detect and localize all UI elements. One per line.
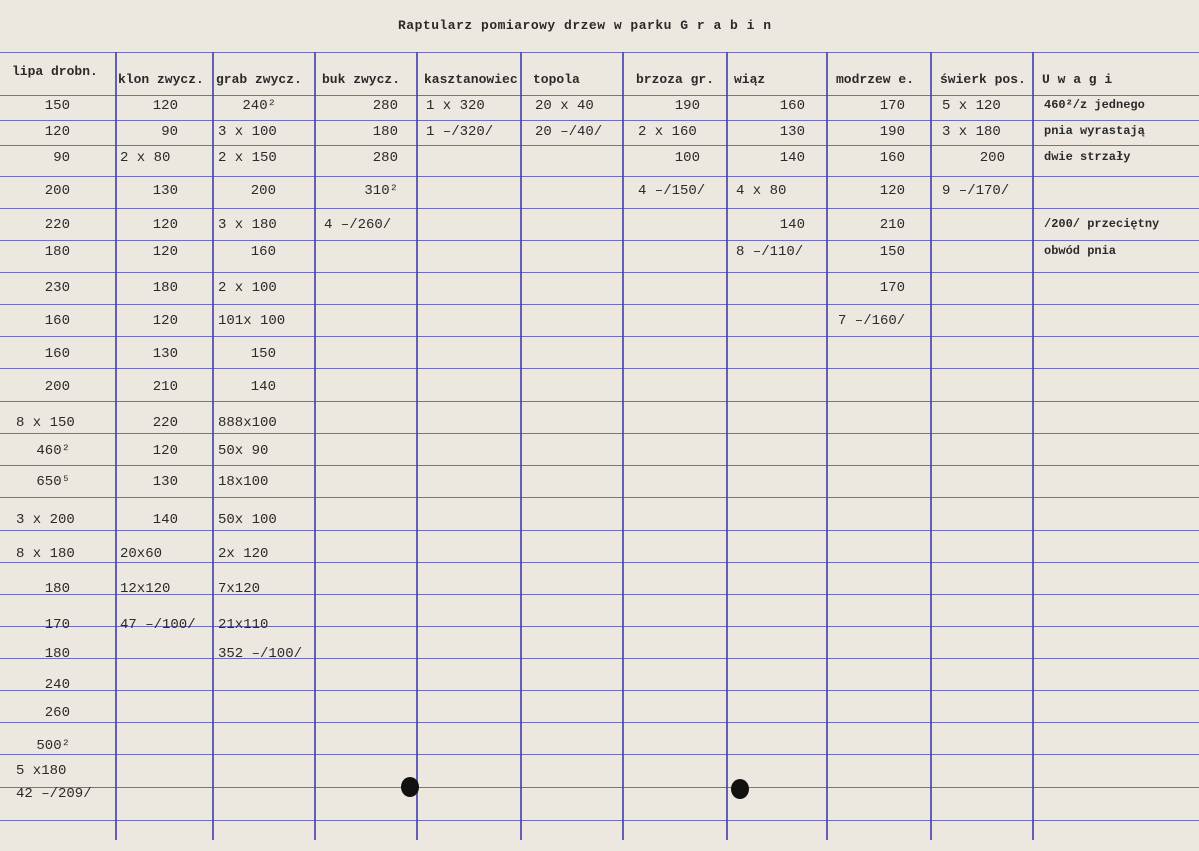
- table-cell: 190: [879, 124, 905, 140]
- table-cell: 120: [152, 313, 178, 329]
- table-cell: 90: [53, 150, 70, 166]
- table-cell: 20 x 40: [535, 98, 594, 114]
- table-cell: 190: [674, 98, 700, 114]
- ruled-line: [0, 120, 1199, 121]
- table-cell: 8 x 150: [16, 415, 75, 431]
- ruled-line: [0, 690, 1199, 691]
- ruled-line: [0, 787, 1199, 788]
- table-cell: 47 –/100/: [120, 617, 196, 633]
- table-cell: 160: [250, 244, 276, 260]
- table-cell: 1 –/320/: [426, 124, 494, 140]
- table-cell: 160: [44, 346, 70, 362]
- punch-hole: [401, 777, 419, 797]
- ruled-line: [0, 754, 1199, 755]
- table-cell: 240²: [242, 98, 276, 114]
- table-cell: 7 –/160/: [838, 313, 906, 329]
- table-cell: 140: [152, 512, 178, 528]
- table-cell: 5 x 120: [942, 98, 1001, 114]
- table-cell: 20 –/40/: [535, 124, 603, 140]
- table-cell: 8 x 180: [16, 546, 75, 562]
- table-cell: 50x 90: [218, 443, 269, 459]
- table-cell: 170: [879, 280, 905, 296]
- table-cell: 280: [372, 98, 398, 114]
- column-divider: [314, 52, 316, 840]
- table-cell: 12x120: [120, 581, 171, 597]
- table-cell: 18x100: [218, 474, 269, 490]
- column-divider: [930, 52, 932, 840]
- column-header: klon zwycz.: [118, 72, 204, 87]
- table-cell: 120: [152, 217, 178, 233]
- table-cell: 460²/z jednego: [1044, 98, 1145, 112]
- ruled-line: [0, 336, 1199, 337]
- ruled-line: [0, 820, 1199, 821]
- column-header: brzoza gr.: [636, 72, 715, 87]
- table-cell: 160: [879, 150, 905, 166]
- table-cell: 260: [44, 705, 70, 721]
- table-cell: 200: [250, 183, 276, 199]
- table-cell: 4 –/150/: [638, 183, 706, 199]
- table-cell: 170: [44, 617, 70, 633]
- table-cell: 140: [779, 150, 805, 166]
- table-cell: 7x120: [218, 581, 261, 597]
- table-cell: 352 –/100/: [218, 646, 303, 662]
- table-cell: 230: [44, 280, 70, 296]
- table-cell: 240: [44, 677, 70, 693]
- table-cell: 5 x180: [16, 763, 67, 779]
- column-divider: [826, 52, 828, 840]
- table-cell: 220: [152, 415, 178, 431]
- table-cell: 90: [161, 124, 178, 140]
- table-cell: 150: [250, 346, 276, 362]
- table-cell: 130: [152, 183, 178, 199]
- column-header: świerk pos.: [940, 72, 1026, 87]
- ruled-line: [0, 208, 1199, 209]
- column-divider: [115, 52, 117, 840]
- table-cell: 140: [779, 217, 805, 233]
- table-cell: pnia wyrastają: [1044, 124, 1145, 138]
- column-divider: [1032, 52, 1034, 840]
- ruled-line: [0, 368, 1199, 369]
- column-header: buk zwycz.: [322, 72, 401, 87]
- table-cell: 8 –/110/: [736, 244, 804, 260]
- table-cell: 100: [674, 150, 700, 166]
- table-cell: 160: [779, 98, 805, 114]
- table-cell: 140: [250, 379, 276, 395]
- table-cell: 120: [152, 443, 178, 459]
- table-cell: 210: [152, 379, 178, 395]
- table-cell: 120: [44, 124, 70, 140]
- ruled-line: [0, 722, 1199, 723]
- column-header: lipa drobn.: [12, 64, 98, 79]
- table-cell: obwód pnia: [1044, 244, 1117, 258]
- table-cell: 650⁵: [36, 474, 70, 490]
- table-cell: 2 x 160: [638, 124, 697, 140]
- table-cell: 500²: [36, 738, 70, 754]
- table-cell: 2 x 100: [218, 280, 277, 296]
- ruled-line: [0, 433, 1199, 434]
- table-cell: 4 –/260/: [324, 217, 392, 233]
- sheet-title: Raptularz pomiarowy drzew w parku G r a b i n: [398, 18, 772, 33]
- column-header: U w a g i: [1042, 72, 1113, 87]
- table-cell: 1 x 320: [426, 98, 485, 114]
- table-cell: dwie strzały: [1044, 150, 1131, 164]
- ruled-line: [0, 52, 1199, 53]
- table-cell: 150: [879, 244, 905, 260]
- table-cell: 180: [44, 646, 70, 662]
- table-cell: 120: [152, 244, 178, 260]
- table-cell: 220: [44, 217, 70, 233]
- table-cell: 120: [879, 183, 905, 199]
- ruled-line: [0, 658, 1199, 659]
- table-cell: 130: [152, 474, 178, 490]
- column-divider: [212, 52, 214, 840]
- table-cell: 210: [879, 217, 905, 233]
- table-cell: 4 x 80: [736, 183, 787, 199]
- table-cell: 2 x 150: [218, 150, 277, 166]
- ruled-line: [0, 95, 1199, 96]
- table-cell: 50x 100: [218, 512, 277, 528]
- table-cell: 42 –/209/: [16, 786, 92, 802]
- table-cell: 130: [779, 124, 805, 140]
- table-cell: 101x 100: [218, 313, 286, 329]
- table-cell: 130: [152, 346, 178, 362]
- column-header: grab zwycz.: [216, 72, 302, 87]
- table-cell: 3 x 200: [16, 512, 75, 528]
- table-cell: 150: [44, 98, 70, 114]
- table-cell: 180: [44, 244, 70, 260]
- ruled-line: [0, 497, 1199, 498]
- column-header: modrzew e.: [836, 72, 915, 87]
- table-cell: 180: [372, 124, 398, 140]
- table-cell: 460²: [36, 443, 70, 459]
- column-divider: [520, 52, 522, 840]
- table-cell: 280: [372, 150, 398, 166]
- column-header: kasztanowiec: [424, 72, 518, 87]
- column-header: wiąz: [734, 72, 766, 87]
- table-cell: 200: [44, 379, 70, 395]
- table-cell: 180: [44, 581, 70, 597]
- table-cell: 3 x 180: [942, 124, 1001, 140]
- table-cell: 20x60: [120, 546, 163, 562]
- column-divider: [726, 52, 728, 840]
- table-cell: 200: [44, 183, 70, 199]
- table-cell: /200/ przeciętny: [1044, 217, 1160, 231]
- table-cell: 2 x 80: [120, 150, 171, 166]
- table-cell: 3 x 180: [218, 217, 277, 233]
- table-cell: 21x110: [218, 617, 269, 633]
- table-cell: 160: [44, 313, 70, 329]
- table-cell: 200: [979, 150, 1005, 166]
- ruled-line: [0, 240, 1199, 241]
- ruled-line: [0, 562, 1199, 563]
- table-cell: 180: [152, 280, 178, 296]
- ruled-line: [0, 594, 1199, 595]
- table-cell: 9 –/170/: [942, 183, 1010, 199]
- column-header: topola: [533, 72, 580, 87]
- punch-hole: [731, 779, 749, 799]
- ruled-line: [0, 401, 1199, 402]
- table-cell: 888x100: [218, 415, 277, 431]
- ruled-line: [0, 272, 1199, 273]
- ruled-line: [0, 304, 1199, 305]
- table-cell: 170: [879, 98, 905, 114]
- column-divider: [622, 52, 624, 840]
- table-cell: 310²: [364, 183, 398, 199]
- ruled-line: [0, 530, 1199, 531]
- table-cell: 120: [152, 98, 178, 114]
- ruled-line: [0, 465, 1199, 466]
- ruled-line: [0, 145, 1199, 146]
- ruled-line: [0, 176, 1199, 177]
- column-divider: [416, 52, 418, 840]
- table-cell: 2x 120: [218, 546, 269, 562]
- table-cell: 3 x 100: [218, 124, 277, 140]
